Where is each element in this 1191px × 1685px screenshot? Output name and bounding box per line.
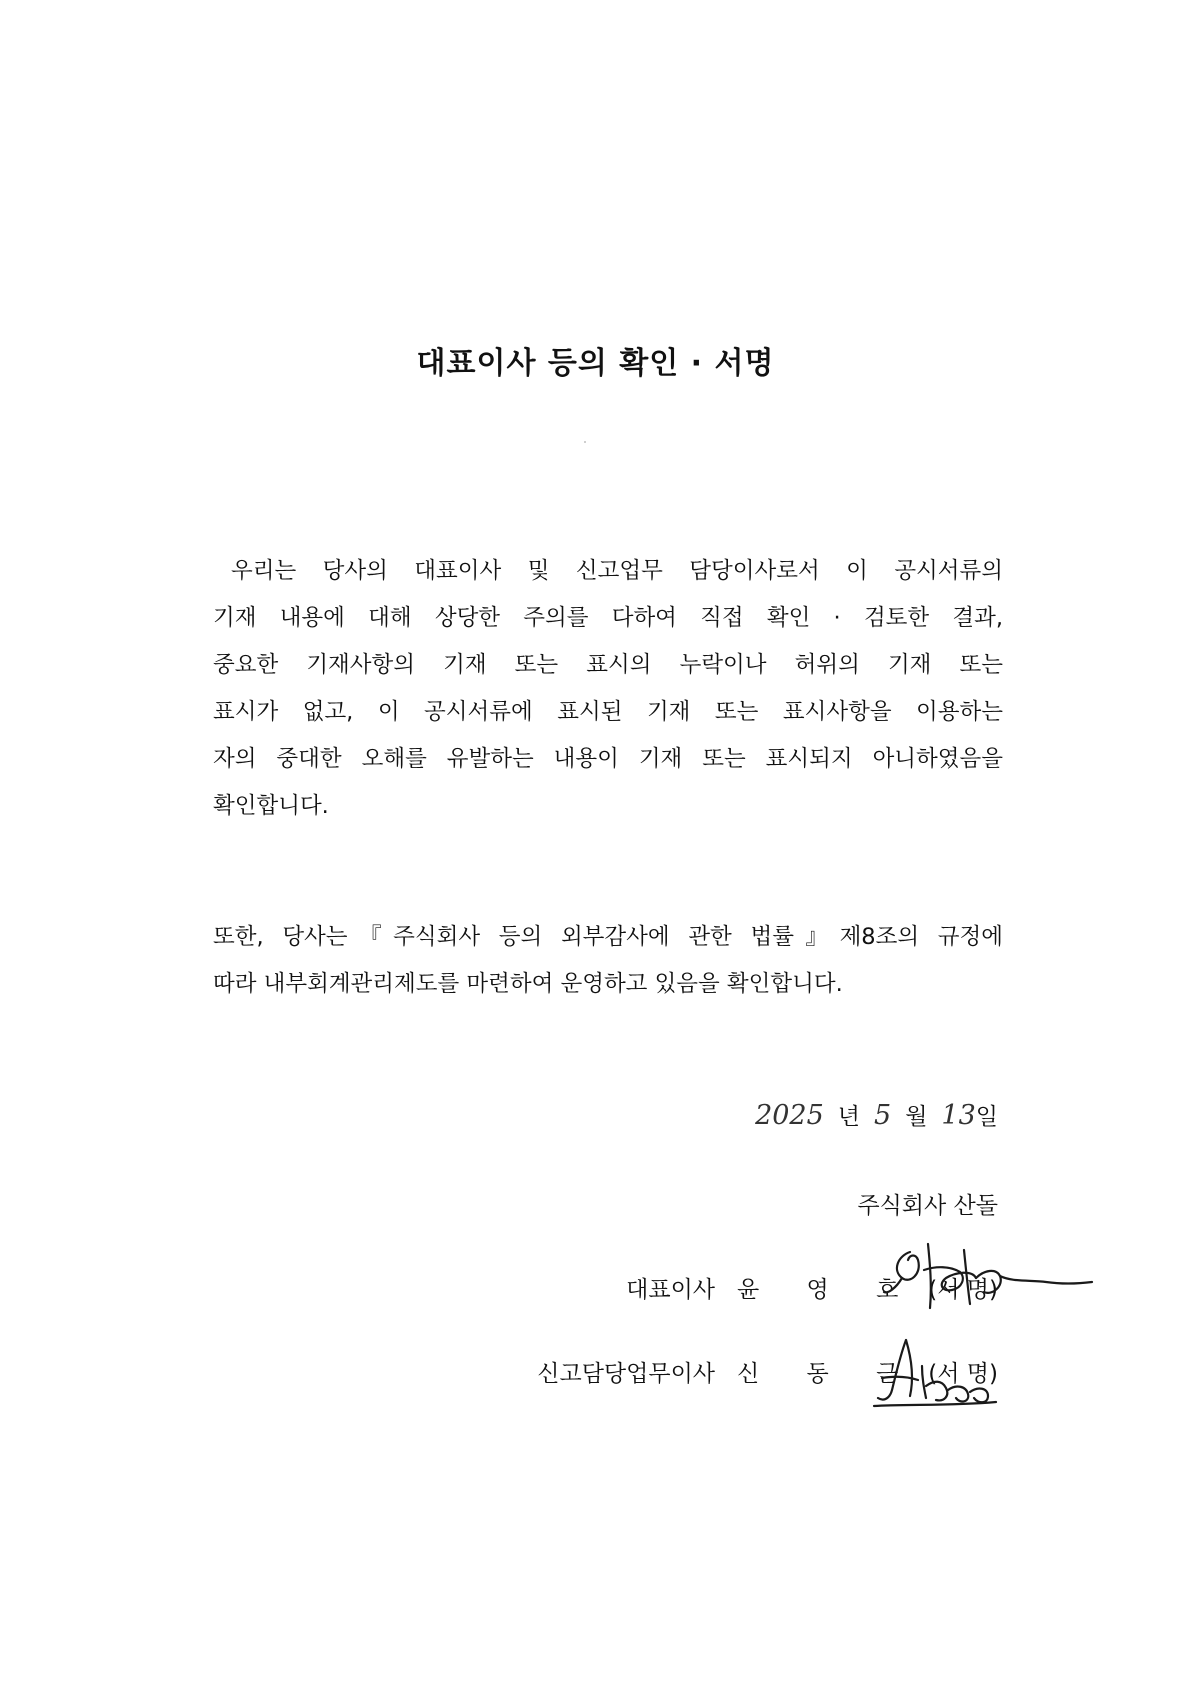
paragraph-line: 기재 내용에 대해 상당한 주의를 다하여 직접 확인 · 검토한 결과, — [213, 605, 1003, 631]
paragraph-line: 표시가 없고, 이 공시서류에 표시된 기재 또는 표시사항을 이용하는 — [213, 699, 1003, 725]
scan-speck — [584, 441, 586, 443]
date-day-unit: 일 — [975, 1104, 998, 1130]
confirmation-paragraph — [213, 548, 1003, 830]
date-year-unit: 년 — [837, 1104, 861, 1130]
date-month: 5 — [874, 1100, 892, 1131]
date-year: 2025 — [755, 1100, 824, 1131]
signing-date — [755, 1096, 998, 1137]
signatory-title: 대표이사 — [626, 1277, 716, 1303]
paragraph-line: 따라 내부회계관리제도를 마련하여 운영하고 있음을 확인합니다. — [213, 971, 843, 997]
company-name: 주식회사 산돌 — [857, 1193, 998, 1219]
paragraph-line: 우리는 당사의 대표이사 및 신고업무 담당이사로서 이 공시서류의 — [231, 558, 1003, 584]
signatory-ceo — [626, 1270, 998, 1310]
signatory-name: 윤 영 호 — [737, 1277, 919, 1303]
paragraph-line: 확인합니다. — [213, 793, 329, 819]
paragraph-line: 또한, 당사는『주식회사 등의 외부감사에 관한 법률』제8조의 규정에 — [213, 924, 1003, 950]
document-title: 대표이사 등의 확인 · 서명 — [416, 346, 775, 381]
paragraph-line: 자의 중대한 오해를 유발하는 내용이 기재 또는 표시되지 아니하였음을 — [213, 746, 1003, 772]
signature-label: (서 명) — [928, 1277, 998, 1303]
signature-label: (서 명) — [928, 1361, 998, 1387]
signatory-disclosure-officer — [537, 1354, 998, 1394]
paragraph-line: 중요한 기재사항의 기재 또는 표시의 누락이나 허위의 기재 또는 — [213, 652, 1003, 678]
date-month-unit: 월 — [905, 1104, 928, 1130]
signatory-name: 신 동 근 — [737, 1361, 919, 1387]
internal-control-paragraph — [213, 914, 1003, 1008]
signatory-title: 신고담당업무이사 — [537, 1361, 716, 1387]
date-day: 13 — [941, 1100, 976, 1131]
